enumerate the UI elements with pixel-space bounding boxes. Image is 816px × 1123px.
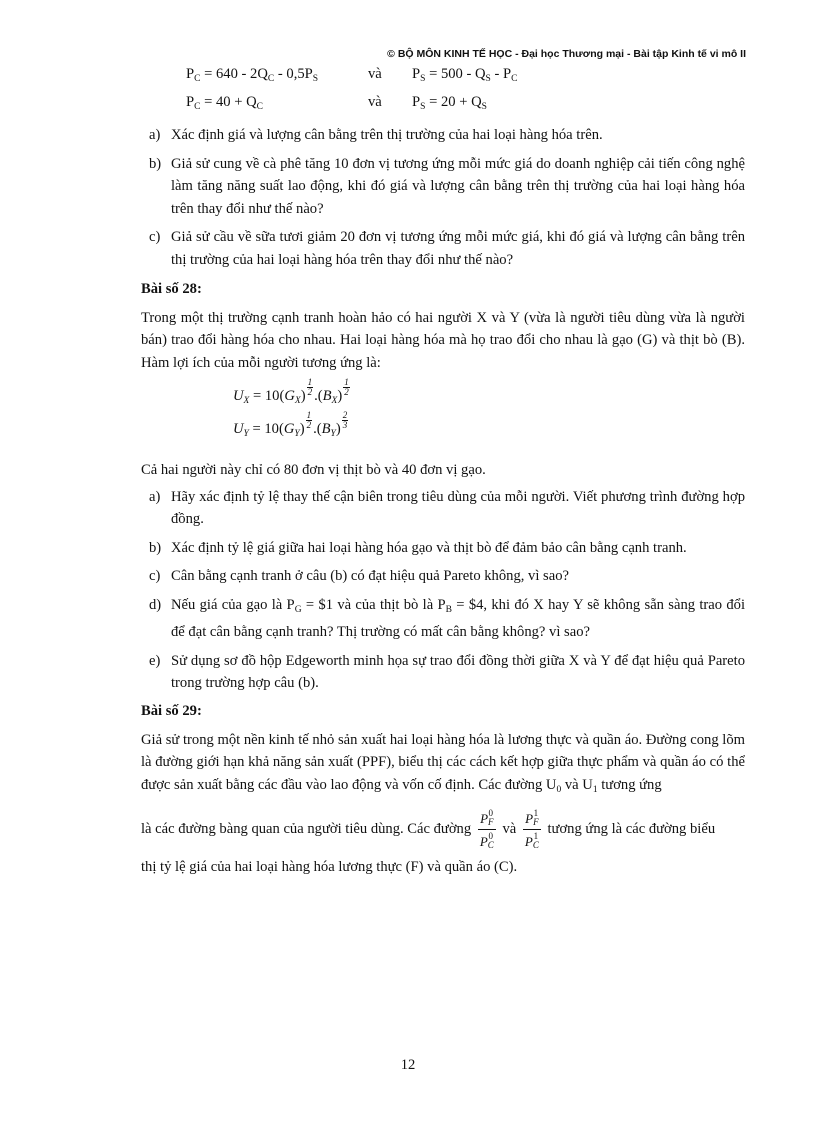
question-c: c) Giả sử cầu về sữa tươi giảm 20 đơn vị tương ứng mỗi mức giá, khi đó giá và lượng cân bằng trên thị trường của hai loại hàng hóa trên thay đổi như thế nào? <box>149 229 745 268</box>
question-b: b) Xác định tỷ lệ giá giữa hai loại hàng hóa gạo và thịt bò để đảm bảo cân bằng cạnh tranh. <box>149 539 687 556</box>
exercise-29-paragraph-2: là các đường bàng quan của người tiêu dùng. Các đường P0 F P0 C và P1 F P1 C tương ứng là các đường biểu <box>141 808 716 850</box>
price-ratio-1: P1 F P1 C <box>524 808 539 850</box>
utility-function-y: $U_Y = 10(G_Y)$ $\frac{1}{2}$ $.(B_Y)$ $\frac{2}{3}$ <box>233 410 348 439</box>
exercise-28 <box>141 272 745 378</box>
exercise-28-questions <box>141 459 745 701</box>
question-e: e) Sử dụng sơ đồ hộp Edgeworth minh họa sự trao đổi đồng thời giữa X và Y để đạt hiệu quả Pareto trong trường hợp câu (b). <box>149 652 745 691</box>
question-a: a) Hãy xác định tỷ lệ thay thế cận biên trong tiêu dùng của mỗi người. Viết phương trình đường hợp đồng. <box>149 488 745 527</box>
supply-equation: $P_S = 500 - Q_S - P_C$ <box>412 66 518 84</box>
question-a: a) Xác định giá và lượng cân bằng trên thị trường của hai loại hàng hóa trên. <box>149 127 603 143</box>
exercise-29-paragraph-3: thị tỷ lệ giá của hai loại hàng hóa lương thực (F) và quần áo (C). <box>141 859 518 875</box>
page-number: 12 <box>400 1057 416 1073</box>
question-d: d) Nếu giá của gạo là $P_G$ = $1 và của thịt bò là $P_B$ = $4, khi đó X hay Y sẽ không sẵn sàng trao đổi để đạt cân bằng cạnh tranh? Thị trường có mất cân bằng không? vì sao? <box>149 596 745 640</box>
exercise-29 <box>141 694 745 883</box>
demand-coffee-equation: $P_C = 640 - 2Q_C - 0,5P_S$ <box>186 66 319 84</box>
endowment-text: Cả hai người này chỉ có 80 đơn vị thịt bò và 40 đơn vị gạo. <box>141 462 486 478</box>
exercise-28-intro: Trong một thị trường cạnh tranh hoàn hảo có hai người X và Y (vừa là người tiêu dùng vừa là người bán) trao đổi hàng hóa cho nhau. Hai loại hàng hóa mà họ trao đổi cho nhau là gạo (G) và thịt bò (B). Hàm lợi ích của mỗi người tương ứng là: <box>141 309 745 371</box>
and-word: và <box>368 94 382 110</box>
exercise-28-heading: Bài số 28: <box>141 281 202 297</box>
exercise-29-heading: Bài số 29: <box>141 703 202 719</box>
page-header: © BỘ MÔN KINH TẾ HỌC - Đại học Thương mại - Bài tập Kinh tế vi mô II <box>387 48 746 60</box>
supply-coffee-equation: $P_C = 40 + Q_C$ <box>186 94 263 112</box>
supply-milk-equation: $P_S = 20 + Q_S$ <box>412 94 487 112</box>
price-ratio-0: P0 F P0 C <box>479 808 494 850</box>
question-b: b) Giả sử cung về cà phê tăng 10 đơn vị tương ứng mỗi mức giá do doanh nghiệp cải tiến công nghệ làm tăng năng suất lao động, khi đó giá và lượng cân bằng trên thị trường của hai loại hàng hóa trên thay đổi như thế nào? <box>149 155 745 217</box>
exercise-29-paragraph-1: Giả sử trong một nền kinh tế nhỏ sản xuất hai loại hàng hóa là lương thực và quần áo. Đường cong lõm là đường giới hạn khả năng sản xuất (PPF), biểu thị các cách kết hợp giữa thực phẩm và quần áo có thể được sản xuất bằng các đầu vào lao động và vốn cố định. Các đường $U_0$ và $U_1$ tương ứng <box>141 731 745 795</box>
utility-function-x: $U_X = 10(G_X)$ $\frac{1}{2}$ $.(B_X)$ $\frac{1}{2}$ <box>233 377 349 406</box>
and-word: và <box>368 66 382 82</box>
exercise-27-questions <box>141 124 745 277</box>
question-c: c) Cân bằng cạnh tranh ở câu (b) có đạt hiệu quả Pareto không, vì sao? <box>149 568 569 584</box>
